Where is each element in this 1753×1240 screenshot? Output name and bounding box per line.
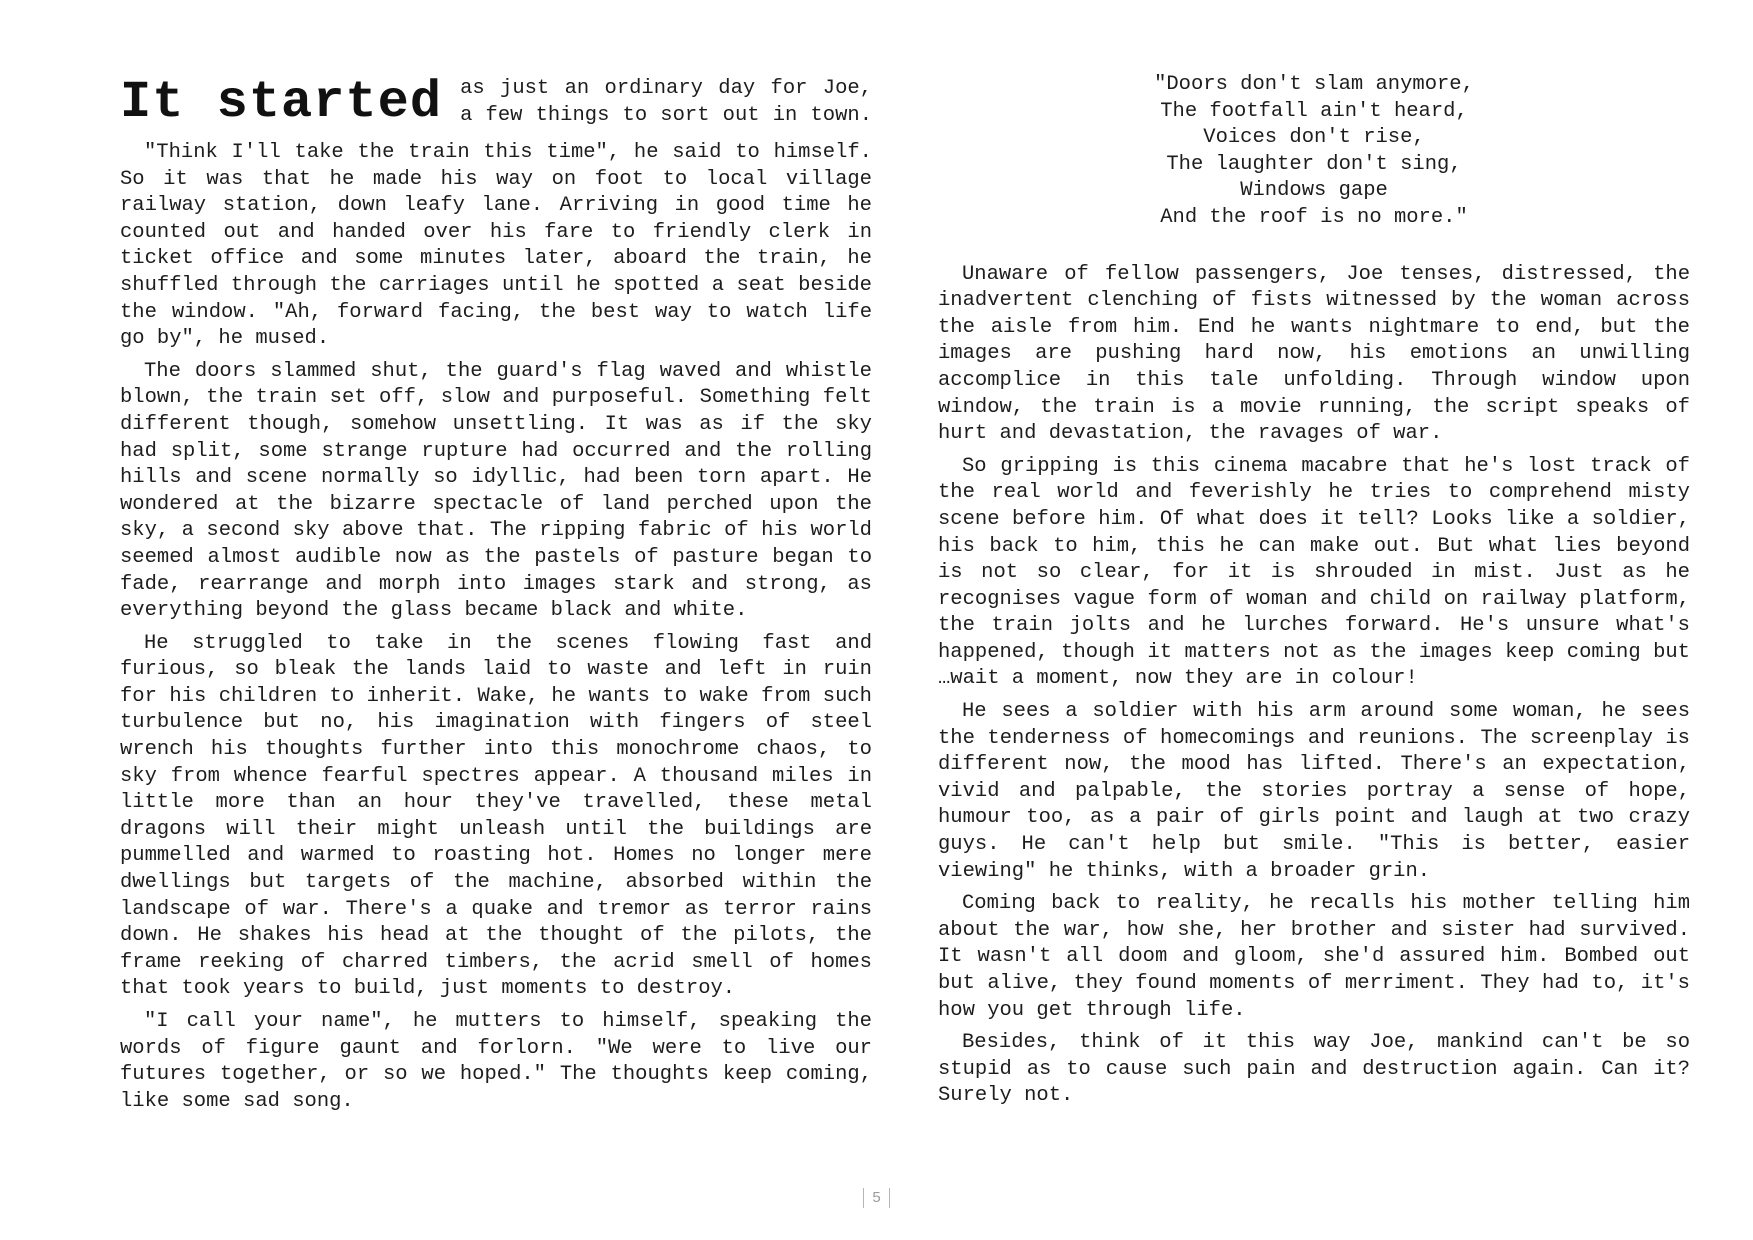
page-footer (0, 1188, 1753, 1208)
paragraph: He sees a soldier with his arm around some woman, he sees the tenderness of homecomings and reunions. The screenplay is different now, the mood has lifted. There's an expectation, vivid and palpable, the stories portray a sense of hope, humour too, as a pair of girls point and laugh at two crazy guys. He can't help but smile. "This is better, easier viewing" he thinks, with a broader grin. (938, 700, 1690, 883)
paragraph: "Think I'll take the train this time", he said to himself. So it was that he made his way on foot to local village railway station, down leafy lane. Arriving in good time he counted out and handed over his fare to friendly clerk in ticket office and some minutes later, aboard the train, he shuffled through the carriages until he spotted a seat beside the window. "Ah, forward facing, the best way to watch life go by", he mused. (120, 141, 872, 351)
paragraph: He struggled to take in the scenes flowing fast and furious, so bleak the lands laid to waste and left in ruin for his children to inherit. Wake, he wants to wake from such turbulence but no, his imagination with fingers of steel wrench his thoughts further into this monochrome chaos, to sky from whence fearful spectres appear. A thousand miles in little more than an hour they've travelled, these metal dragons will their might unleash until the buildings are pummelled and warmed to roasting hot. Homes no longer mere dwellings but targets of the machine, absorbed within the landscape of war. There's a quake and tremor as terror rains down. He shakes his head at the thought of the pilots, the frame reeking of charred timbers, the acrid smell of homes that took years to build, just moments to destroy. (120, 631, 872, 1001)
opening (120, 72, 872, 134)
paragraph: Coming back to reality, he recalls his mother telling him about the war, how she, her brother and sister had survived. It wasn't all doom and gloom, she'd assured him. Bombed out but alive, they found moments of merriment. They had to, it's how you get through life. (938, 892, 1690, 1022)
poem-line: The laughter don't sing, (1166, 152, 1462, 176)
drop-cap-heading: It started (120, 73, 443, 132)
page-number: 5 (872, 1188, 881, 1206)
poem-line: The footfall ain't heard, (1160, 99, 1468, 123)
opening-line: as just an ordinary day for Joe, a few things to sort out in town. (460, 77, 872, 127)
paragraph: "I call your name", he mutters to himself, speaking the words of figure gaunt and forlorn. "We were to live our futures together, or so we hoped." The thoughts keep coming, like some sad song. (120, 1010, 872, 1113)
paragraph: Besides, think of it this way Joe, mankind can't be so stupid as to cause such pain and destruction again. Can it? Surely not. (938, 1031, 1690, 1108)
poem-line: And the roof is no more." (1160, 205, 1468, 229)
poem (938, 72, 1690, 232)
footer-divider (863, 1188, 864, 1208)
paragraph: Unaware of fellow passengers, Joe tenses, distressed, the inadvertent clenching of fists witnessed by the woman across the aisle from him. End he wants nightmare to end, but the images are pushing hard now, his emotions an unwilling accomplice in this tale unfolding. Through window upon window, the train is a movie running, the script speaks of hurt and devastation, the ravages of war. (938, 262, 1690, 446)
right-page (938, 72, 1690, 1116)
poem-line: Voices don't rise, (1203, 126, 1425, 150)
poem-line: "Doors don't slam anymore, (1154, 73, 1474, 96)
footer-divider (889, 1188, 890, 1208)
left-page (120, 72, 872, 1121)
poem-line: Windows gape (1240, 179, 1388, 203)
paragraph: So gripping is this cinema macabre that he's lost track of the real world and feverishly he tries to comprehend misty scene before him. Of what does it tell? Looks like a soldier, his back to him, this he can make out. But what lies beyond is not so clear, for it is shrouded in mist. Just as he recognises vague form of woman and child on railway platform, the train jolts and he lurches forward. He's unsure what's happened, though it matters not as the images keep coming but …wait a moment, now they are in colour! (938, 454, 1690, 691)
paragraph: The doors slammed shut, the guard's flag waved and whistle blown, the train set off, slow and purposeful. Something felt different though, somehow unsettling. It was as if the sky had split, some strange rupture had occurred and the rolling hills and scene normally so idyllic, had been torn apart. He wondered at the bizarre spectacle of land perched upon the sky, a second sky above that. The ripping fabric of his world seemed almost audible now as the pastels of pasture began to fade, rearrange and morph into images stark and strong, as everything beyond the glass became black and white. (120, 359, 872, 623)
